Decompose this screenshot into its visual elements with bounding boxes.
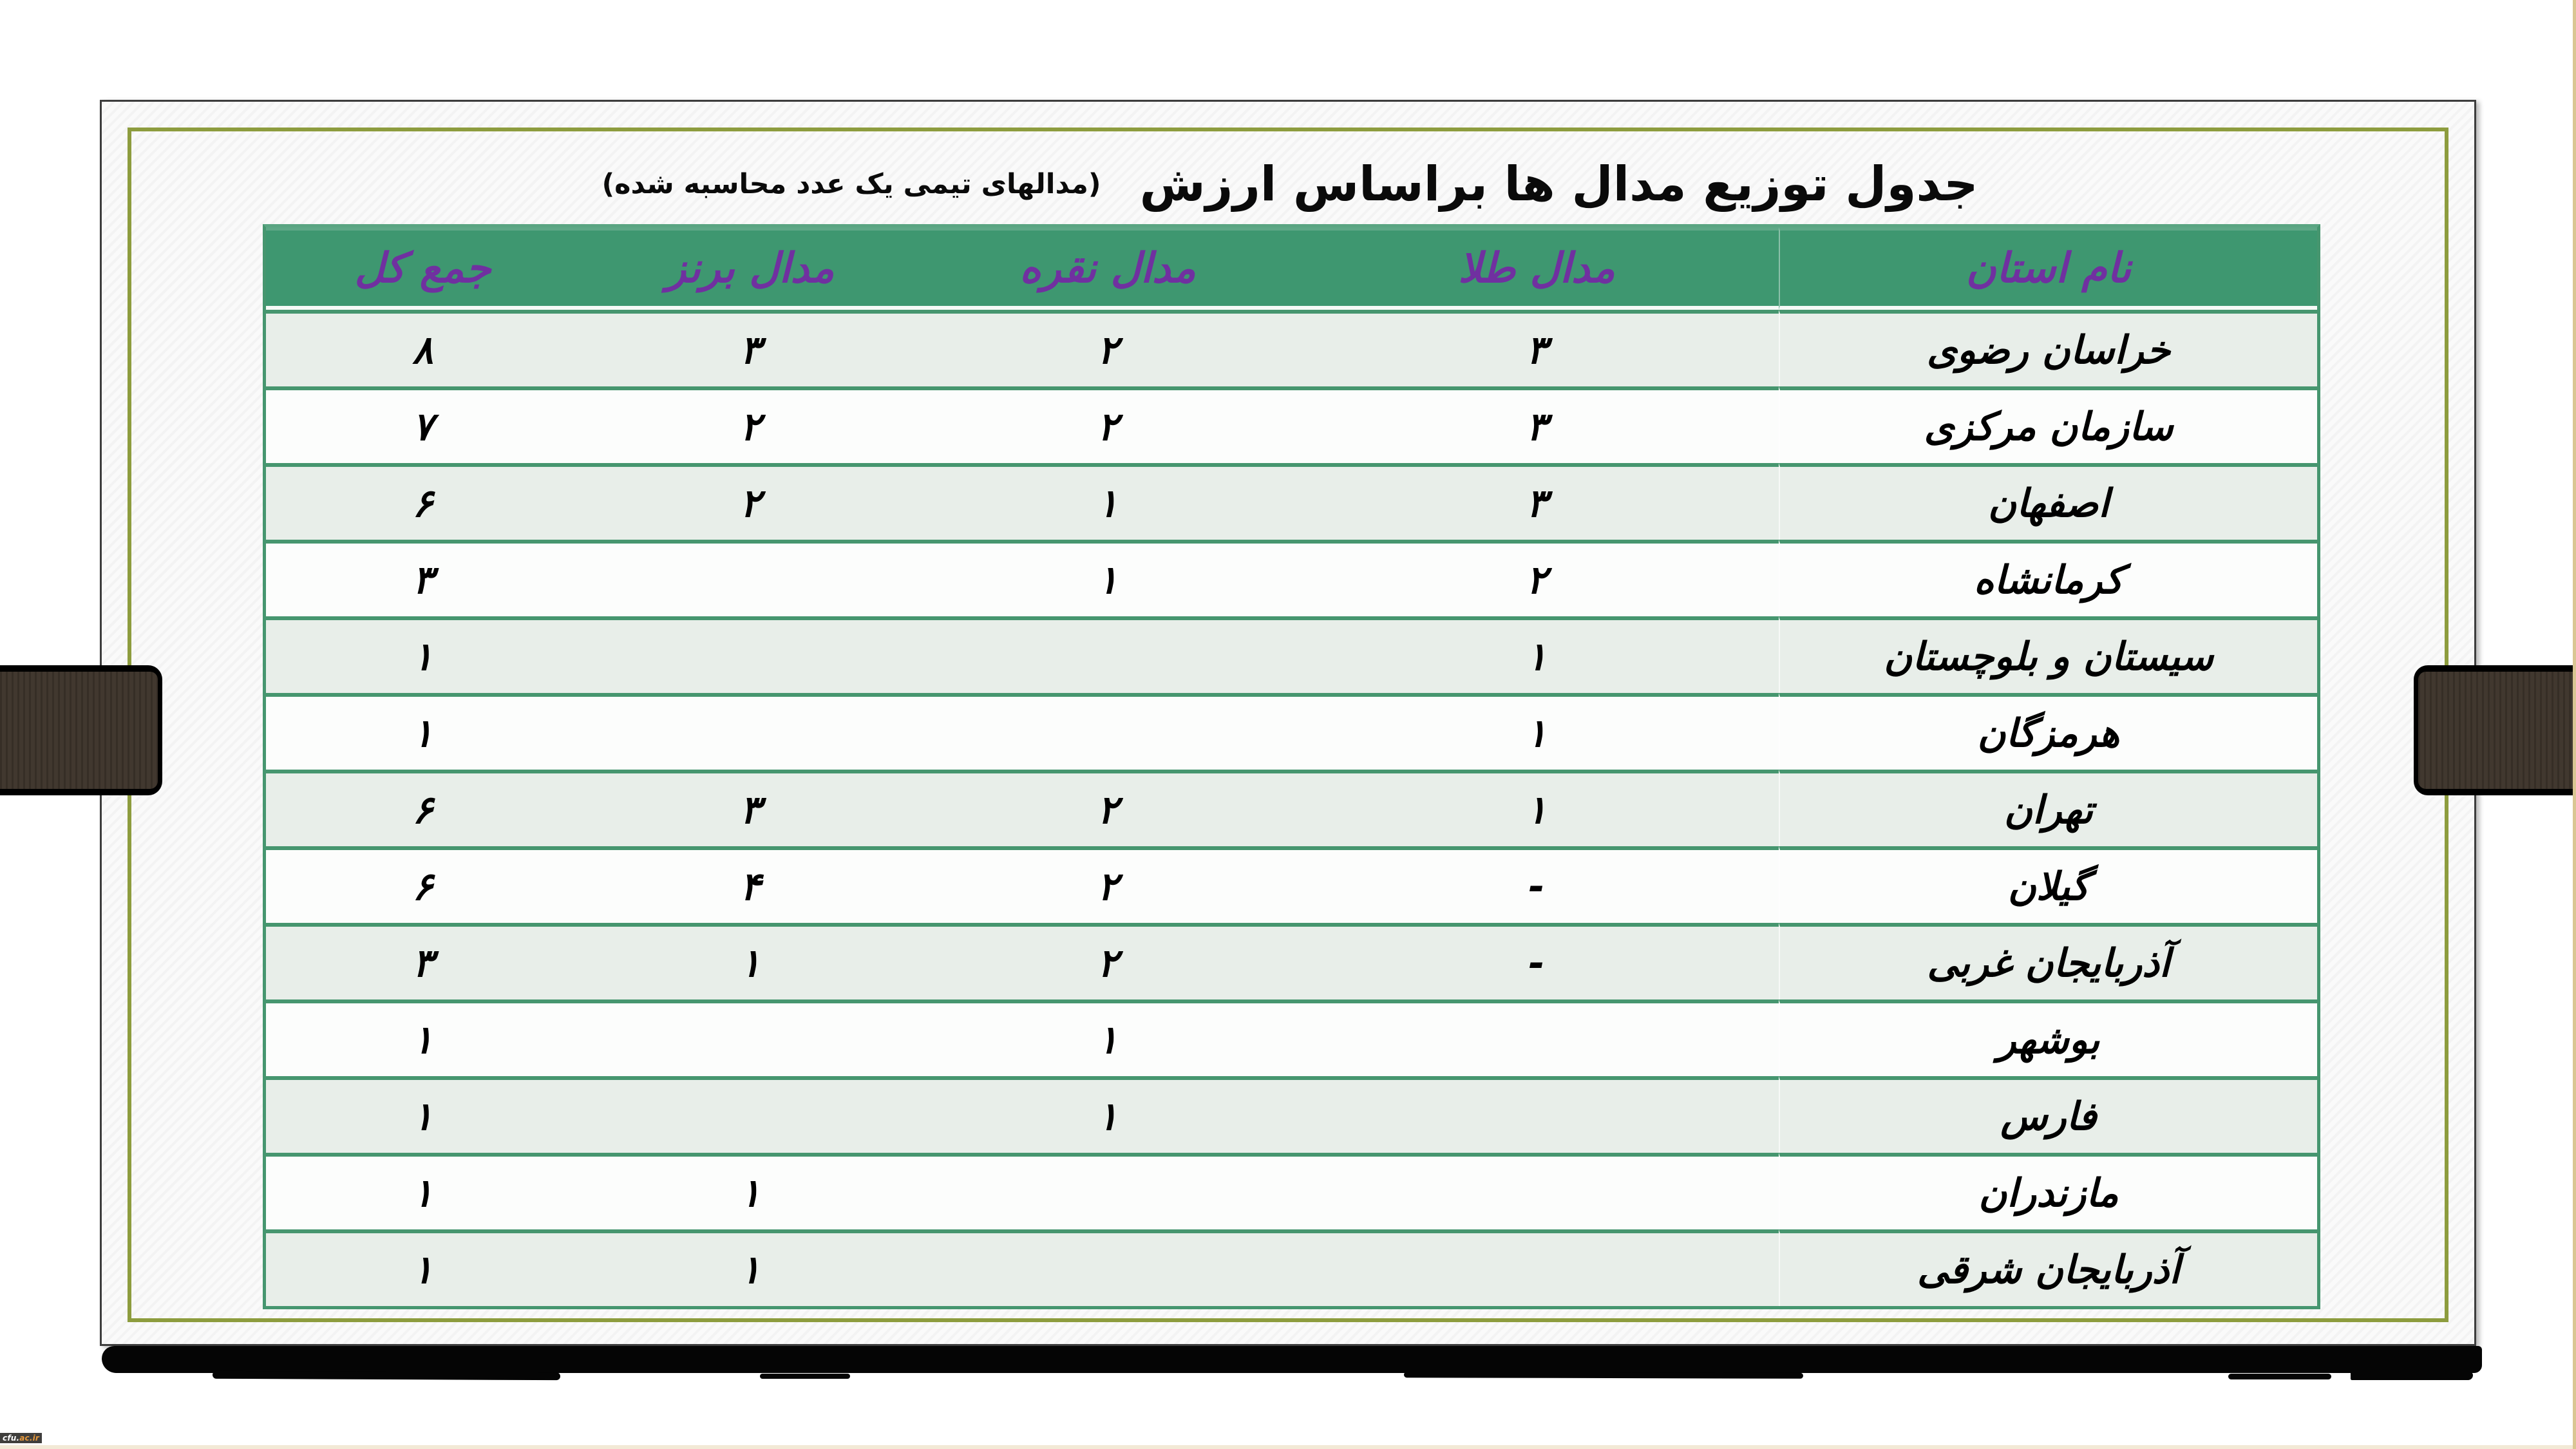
cell-bronze: ۳ [580,770,921,846]
cell-province: سازمان مرکزی [1779,386,2317,463]
cell-total: ۳ [266,923,580,999]
cell-silver: ۲ [921,846,1294,923]
cell-silver: ۲ [921,310,1294,386]
cell-total: ۶ [266,846,580,923]
cell-gold [1294,1153,1779,1229]
cell-gold: ۳ [1294,463,1779,540]
cell-silver [921,616,1294,693]
cell-silver: ۲ [921,386,1294,463]
bottom-brush-decoration [102,1346,2482,1373]
cell-gold: ۳ [1294,310,1779,386]
cell-province: گیلان [1779,846,2317,923]
cell-province: هرمزگان [1779,693,2317,770]
cell-gold: - [1294,846,1779,923]
column-header-bronze: مدال برنز [580,227,921,310]
bottom-edge-strip [0,1445,2576,1449]
cell-gold: ۱ [1294,770,1779,846]
cell-silver: ۲ [921,770,1294,846]
brush-streak [1404,1372,1803,1379]
cell-silver [921,1229,1294,1306]
cell-bronze [580,1076,921,1153]
right-ribbon-body [2418,672,2576,789]
title-block [263,139,2317,229]
cell-bronze: ۲ [580,386,921,463]
cell-bronze: ۴ [580,846,921,923]
cell-province: کرمانشاه [1779,540,2317,616]
watermark-suffix: ac.ir [19,1434,40,1443]
cell-gold: - [1294,923,1779,999]
left-ribbon-decoration [0,665,162,795]
cell-bronze [580,693,921,770]
cell-total: ۶ [266,463,580,540]
column-header-silver: مدال نقره [921,227,1294,310]
cell-province: آذربایجان غربی [1779,923,2317,999]
cell-silver: ۱ [921,540,1294,616]
column-header-total: جمع کل [266,227,580,310]
cell-gold: ۱ [1294,693,1779,770]
cell-silver: ۱ [921,1076,1294,1153]
cell-bronze: ۱ [580,1153,921,1229]
cell-province: بوشهر [1779,999,2317,1076]
brush-streak [2228,1374,2331,1379]
brush-streak [760,1374,850,1379]
cell-silver: ۲ [921,923,1294,999]
cell-total: ۳ [266,540,580,616]
right-edge-strip [2573,0,2576,1449]
cell-total: ۱ [266,999,580,1076]
cell-silver: ۱ [921,463,1294,540]
cell-province: فارس [1779,1076,2317,1153]
cell-total: ۷ [266,386,580,463]
cell-gold: ۲ [1294,540,1779,616]
right-ribbon-decoration [2414,665,2576,795]
cell-province: مازندران [1779,1153,2317,1229]
cell-total: ۸ [266,310,580,386]
page-subtitle: (مدالهای تیمی یک عدد محاسبه شده) [601,168,1101,200]
cell-total: ۱ [266,693,580,770]
cell-silver [921,1153,1294,1229]
cell-total: ۱ [266,616,580,693]
cell-province: خراسان رضوی [1779,310,2317,386]
cell-total: ۶ [266,770,580,846]
cell-bronze: ۲ [580,463,921,540]
column-header-province: نام استان [1779,227,2317,310]
cell-province: تهران [1779,770,2317,846]
watermark [0,1433,42,1443]
cell-province: آذربایجان شرقی [1779,1229,2317,1306]
cell-total: ۱ [266,1153,580,1229]
cell-bronze: ۳ [580,310,921,386]
brush-streak [213,1371,560,1380]
cell-gold [1294,999,1779,1076]
cell-province: اصفهان [1779,463,2317,540]
cell-gold: ۳ [1294,386,1779,463]
cell-gold [1294,1229,1779,1306]
medals-table [263,224,2320,1309]
cell-total: ۱ [266,1229,580,1306]
watermark-prefix: cfu. [3,1434,20,1443]
left-ribbon-body [0,672,158,789]
slide [100,100,2476,1346]
cell-province: سیستان و بلوچستان [1779,616,2317,693]
column-header-gold: مدال طلا [1294,227,1779,310]
cell-bronze [580,540,921,616]
cell-total: ۱ [266,1076,580,1153]
page-title: جدول توزیع مدال ها براساس ارزش [1139,156,1978,212]
cell-silver: ۱ [921,999,1294,1076]
cell-bronze [580,616,921,693]
cell-gold [1294,1076,1779,1153]
cell-gold: ۱ [1294,616,1779,693]
cell-bronze: ۱ [580,923,921,999]
cell-bronze [580,999,921,1076]
cell-silver [921,693,1294,770]
cell-bronze: ۱ [580,1229,921,1306]
brush-streak [2351,1372,2473,1380]
